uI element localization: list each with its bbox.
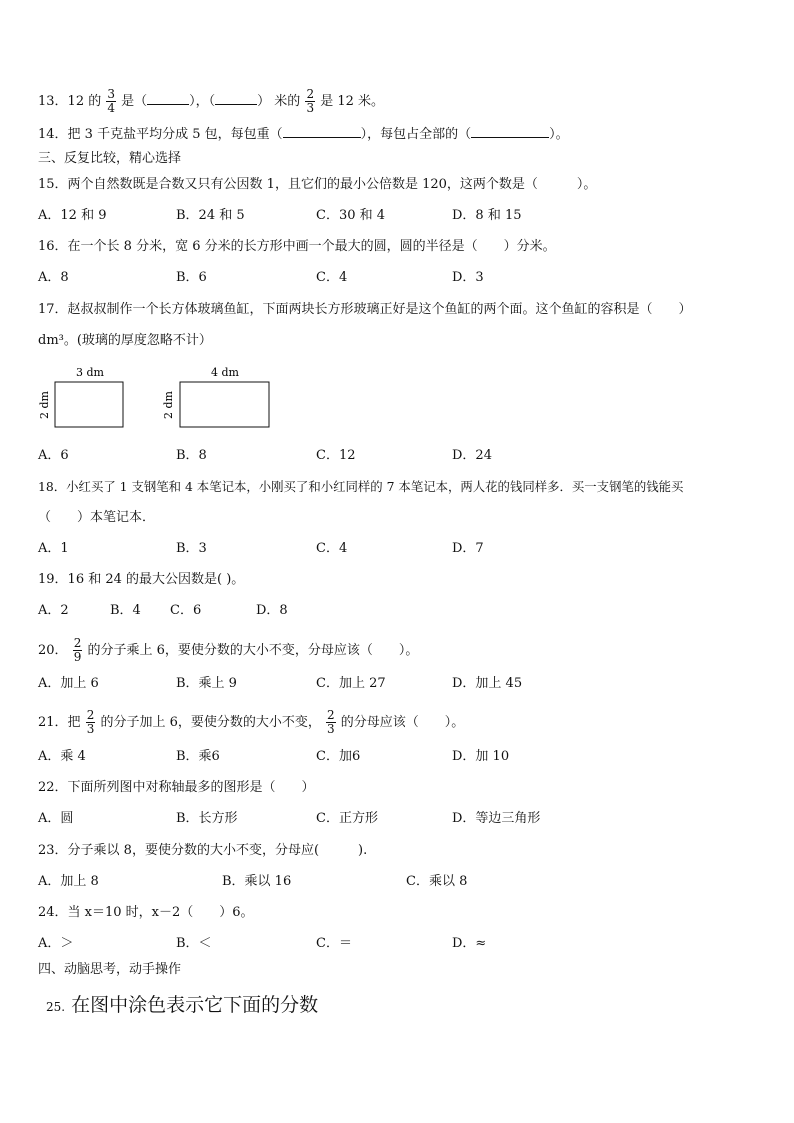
q14-text-1: 14．把 3 千克盐平均分成 5 包，每包重（ bbox=[38, 127, 283, 142]
fraction-2-9: $\frac{2}{9}$ bbox=[73, 636, 82, 664]
glass-panels-figure bbox=[36, 362, 296, 432]
question-20-stem bbox=[38, 637, 418, 664]
q16-option-d[interactable]: D．3 bbox=[452, 270, 484, 285]
fraction-2-3: $\frac{2}{3}$ bbox=[86, 708, 95, 736]
q19-option-d[interactable]: D．8 bbox=[256, 603, 288, 618]
q22-option-b[interactable]: B．长方形 bbox=[176, 811, 238, 826]
section-heading-3: 三、反复比较，精心选择 bbox=[38, 151, 182, 166]
q20-option-a[interactable]: A．加上 6 bbox=[38, 676, 99, 691]
q19-option-a[interactable]: A．2 bbox=[38, 603, 69, 618]
panel1-width-label: 2 dm bbox=[38, 391, 51, 419]
q24-option-d[interactable]: D．≈ bbox=[452, 936, 487, 951]
q21-option-b[interactable]: B．乘6 bbox=[176, 749, 220, 764]
section-heading-4: 四、动脑思考，动手操作 bbox=[38, 962, 182, 977]
q21-text-1: 的分子加上 6，要使分数的大小不变， bbox=[100, 715, 321, 730]
q19-option-c[interactable]: C．6 bbox=[170, 603, 202, 618]
answer-blank[interactable] bbox=[471, 124, 549, 138]
question-21-stem bbox=[38, 709, 464, 736]
question-15-stem: 15．两个自然数既是合数又只有公因数 1，且它们的最小公倍数是 120，这两个数是（ ）。 bbox=[38, 177, 597, 192]
q25-number: 25. bbox=[46, 1000, 66, 1014]
answer-blank[interactable] bbox=[215, 91, 257, 105]
panel2-width-label: 2 dm bbox=[162, 391, 175, 419]
q21-option-d[interactable]: D．加 10 bbox=[452, 749, 510, 764]
q22-option-c[interactable]: C．正方形 bbox=[316, 811, 378, 826]
q13-text-5: 是 12 米。 bbox=[320, 94, 385, 109]
q20-option-d[interactable]: D．加上 45 bbox=[452, 676, 523, 691]
q17-option-c[interactable]: C．12 bbox=[316, 448, 356, 463]
q13-text-1: 13．12 的 bbox=[38, 94, 102, 109]
q25-text: 在图中涂色表示它下面的分数 bbox=[71, 994, 319, 1016]
q22-option-a[interactable]: A．圆 bbox=[38, 811, 74, 826]
q20-text: 的分子乘上 6，要使分数的大小不变，分母应该（ ）。 bbox=[87, 643, 419, 658]
question-19-stem: 19．16 和 24 的最大公因数是( )。 bbox=[38, 572, 245, 587]
answer-blank[interactable] bbox=[283, 124, 361, 138]
fraction-2-3: $\frac{2}{3}$ bbox=[306, 87, 315, 115]
q16-option-b[interactable]: B．6 bbox=[176, 270, 207, 285]
q15-option-b[interactable]: B．24 和 5 bbox=[176, 208, 245, 223]
answer-blank[interactable] bbox=[147, 91, 189, 105]
q15-option-c[interactable]: C．30 和 4 bbox=[316, 208, 386, 223]
q17-option-b[interactable]: B．8 bbox=[176, 448, 207, 463]
q22-option-d[interactable]: D．等边三角形 bbox=[452, 811, 541, 826]
q17-option-a[interactable]: A．6 bbox=[38, 448, 69, 463]
fraction-3-4: $\frac{3}{4}$ bbox=[107, 87, 115, 115]
question-17-stem-line1: 17．赵叔叔制作一个长方体玻璃鱼缸，下面两块长方形玻璃正好是这个鱼缸的两个面。这个鱼缸的容积是（ ） bbox=[38, 302, 692, 317]
q16-option-c[interactable]: C．4 bbox=[316, 270, 348, 285]
question-18-stem-line2: （ ）本笔记本． bbox=[38, 510, 156, 525]
q13-text-3: ），（ bbox=[189, 94, 216, 109]
q18-option-a[interactable]: A．1 bbox=[38, 541, 69, 556]
question-18-stem-line1: 18．小红买了 1 支钢笔和 4 本笔记本，小刚买了和小红同样的 7 本笔记本，两人花的钱同样多．买一支钢笔的钱能买 bbox=[38, 479, 684, 494]
question-23-stem: 23．分子乘以 8，要使分数的大小不变，分母应( ). bbox=[38, 843, 368, 858]
question-22-stem: 22．下面所列图中对称轴最多的图形是（ ） bbox=[38, 780, 315, 795]
question-16-stem: 16．在一个长 8 分米，宽 6 分米的长方形中画一个最大的圆，圆的半径是（ ）分米。 bbox=[38, 239, 556, 254]
question-17-stem-line2: dm³。(玻璃的厚度忽略不计） bbox=[38, 333, 212, 348]
q24-option-b[interactable]: B．＜ bbox=[176, 936, 212, 951]
q13-text-4: ） 米的 bbox=[257, 94, 301, 109]
q20-option-c[interactable]: C．加上 27 bbox=[316, 676, 386, 691]
q15-option-a[interactable]: A．12 和 9 bbox=[38, 208, 107, 223]
q16-option-a[interactable]: A．8 bbox=[38, 270, 69, 285]
q21-option-c[interactable]: C．加6 bbox=[316, 749, 361, 764]
question-24-stem: 24．当 x＝10 时，x－2（ ）6。 bbox=[38, 905, 254, 920]
panel2-length-label: 4 dm bbox=[211, 366, 239, 379]
question-25 bbox=[46, 990, 318, 1017]
glass-panel-1 bbox=[55, 382, 123, 427]
q21-text-2: 的分母应该（ ）。 bbox=[340, 715, 465, 730]
q23-option-a[interactable]: A．加上 8 bbox=[38, 874, 99, 889]
q15-option-d[interactable]: D．8 和 15 bbox=[452, 208, 522, 223]
question-13 bbox=[38, 88, 384, 115]
q19-option-b[interactable]: B．4 bbox=[110, 603, 141, 618]
q20-option-b[interactable]: B．乘上 9 bbox=[176, 676, 237, 691]
question-14 bbox=[38, 124, 569, 144]
panel1-length-label: 3 dm bbox=[76, 366, 104, 379]
fraction-2-3: $\frac{2}{3}$ bbox=[327, 708, 335, 736]
q20-number: 20． bbox=[38, 643, 68, 658]
q17-option-d[interactable]: D．24 bbox=[452, 448, 492, 463]
glass-panel-2 bbox=[180, 382, 269, 427]
q14-text-2: ），每包占全部的（ bbox=[360, 127, 472, 142]
q24-option-c[interactable]: C．＝ bbox=[316, 936, 352, 951]
q18-option-b[interactable]: B．3 bbox=[176, 541, 207, 556]
q18-option-d[interactable]: D．7 bbox=[452, 541, 484, 556]
q13-text-2: 是（ bbox=[121, 94, 148, 109]
q21-number: 21．把 bbox=[38, 715, 81, 730]
q23-option-c[interactable]: C．乘以 8 bbox=[406, 874, 468, 889]
q21-option-a[interactable]: A．乘 4 bbox=[38, 749, 86, 764]
q23-option-b[interactable]: B．乘以 16 bbox=[222, 874, 292, 889]
q18-option-c[interactable]: C．4 bbox=[316, 541, 348, 556]
q14-text-3: ）。 bbox=[549, 127, 569, 142]
q24-option-a[interactable]: A．＞ bbox=[38, 936, 74, 951]
